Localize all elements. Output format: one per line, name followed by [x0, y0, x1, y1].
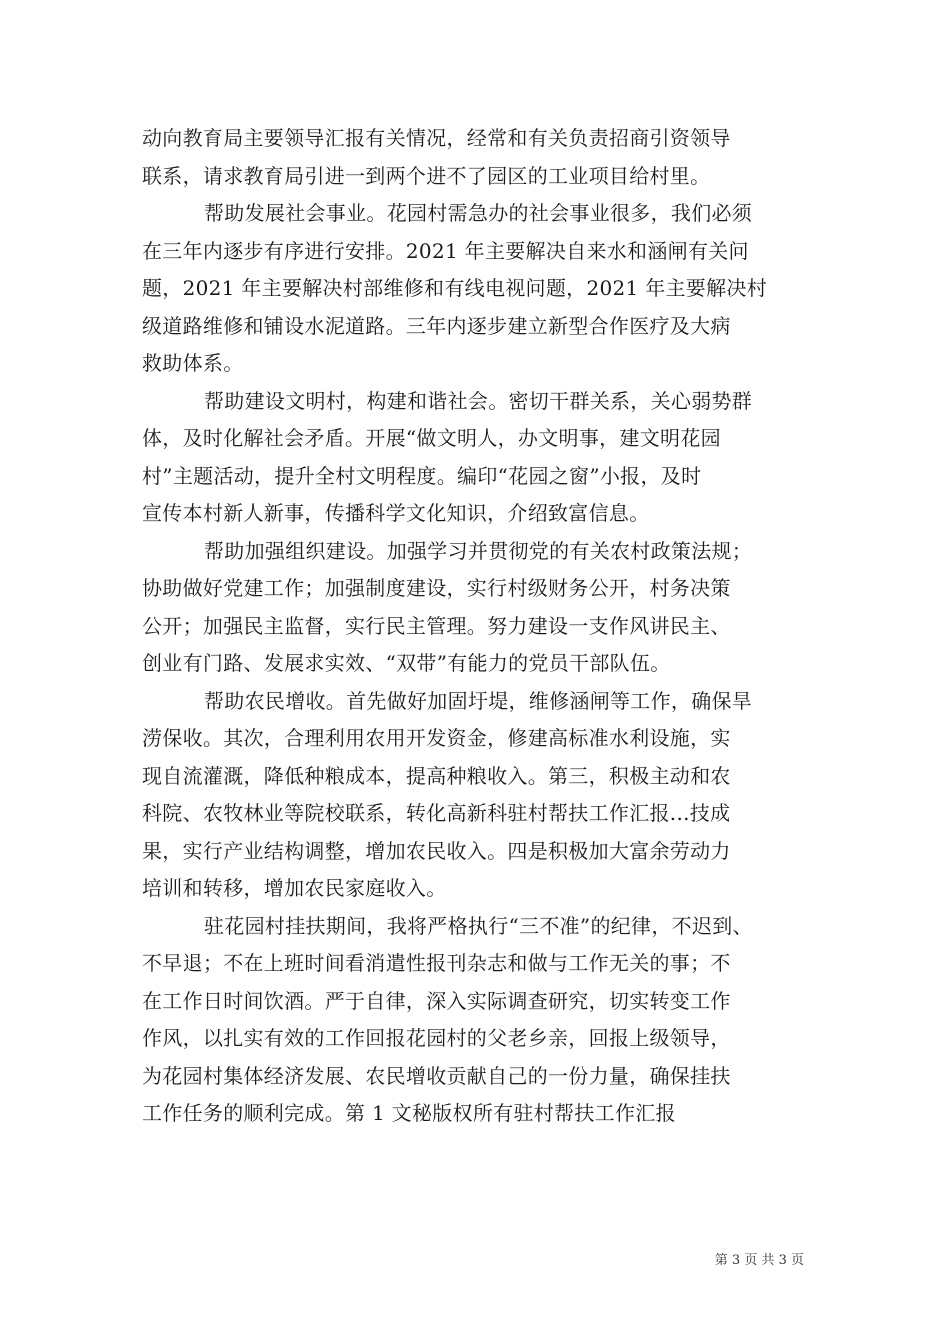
- text-line: 为花园村集体经济发展、农民增收贡献自己的一份力量，确保挂扶: [142, 1063, 731, 1088]
- paragraph-start-line: 帮助农民增收。首先做好加固圩堤，维修涵闸等工作，确保旱: [204, 688, 753, 713]
- text-line: 协助做好党建工作；加强制度建设，实行村级财务公开，村务决策: [142, 576, 731, 600]
- text-line: 在三年内逐步有序进行安排。2021 年主要解决自来水和涵闸有关问: [142, 238, 749, 263]
- paragraph-start-line: 驻花园村挂扶期间，我将严格执行“三不准”的纪律，不迟到、: [204, 913, 753, 938]
- text-line: 村”主题活动，提升全村文明程度。编印“花园之窗”小报，及时: [142, 463, 702, 488]
- paragraph-start-line: 帮助加强组织建设。加强学习并贯彻党的有关农村政策法规；: [204, 538, 753, 563]
- paragraph-start-line: 帮助建设文明村，构建和谐社会。密切干群关系，关心弱势群: [204, 388, 753, 413]
- text-line: 在工作日时间饮酒。严于自律，深入实际调查研究，切实转变工作: [142, 988, 731, 1013]
- text-line: 工作任务的顺利完成。第 1 文秘版权所有驻村帮扶工作汇报: [142, 1101, 676, 1125]
- text-line: 公开；加强民主监督，实行民主管理。努力建设一支作风讲民主、: [142, 613, 731, 638]
- page-number-footer: 第 3 页 共 3 页: [714, 1253, 804, 1268]
- text-line: 动向教育局主要领导汇报有关情况，经常和有关负责招商引资领导: [142, 126, 731, 150]
- text-line: 作风，以扎实有效的工作回报花园村的父老乡亲，回报上级领导，: [142, 1026, 731, 1050]
- text-line: 不早退；不在上班时间看消遣性报刊杂志和做与工作无关的事；不: [142, 951, 731, 975]
- text-line: 题，2021 年主要解决村部维修和有线电视问题，2021 年主要解决村: [142, 276, 768, 300]
- text-line: 救助体系。: [142, 351, 244, 375]
- document-body: [142, 120, 812, 1133]
- text-line: 现自流灌溉，降低种粮成本，提高种粮收入。第三，积极主动和农: [142, 763, 731, 788]
- text-line: 宣传本村新人新事，传播科学文化知识，介绍致富信息。: [142, 501, 650, 525]
- text-line: 科院、农牧林业等院校联系，转化高新科驻村帮扶工作汇报...技成: [142, 801, 731, 825]
- text-line: 培训和转移，增加农民家庭收入。: [142, 876, 447, 900]
- text-line: 涝保收。其次，合理利用农用开发资金，修建高标准水利设施，实: [142, 726, 731, 750]
- text-line: 果，实行产业结构调整，增加农民收入。四是积极加大富余劳动力: [142, 838, 731, 863]
- text-line: 体，及时化解社会矛盾。开展“做文明人，办文明事，建文明花园: [142, 426, 721, 450]
- text-line: 创业有门路、发展求实效、“双带”有能力的党员干部队伍。: [142, 651, 671, 675]
- text-line: 级道路维修和铺设水泥道路。三年内逐步建立新型合作医疗及大病: [142, 313, 731, 338]
- paragraph-start-line: 帮助发展社会事业。花园村需急办的社会事业很多，我们必须: [204, 201, 753, 225]
- text-line: 联系，请求教育局引进一到两个进不了园区的工业项目给村里。: [142, 163, 711, 188]
